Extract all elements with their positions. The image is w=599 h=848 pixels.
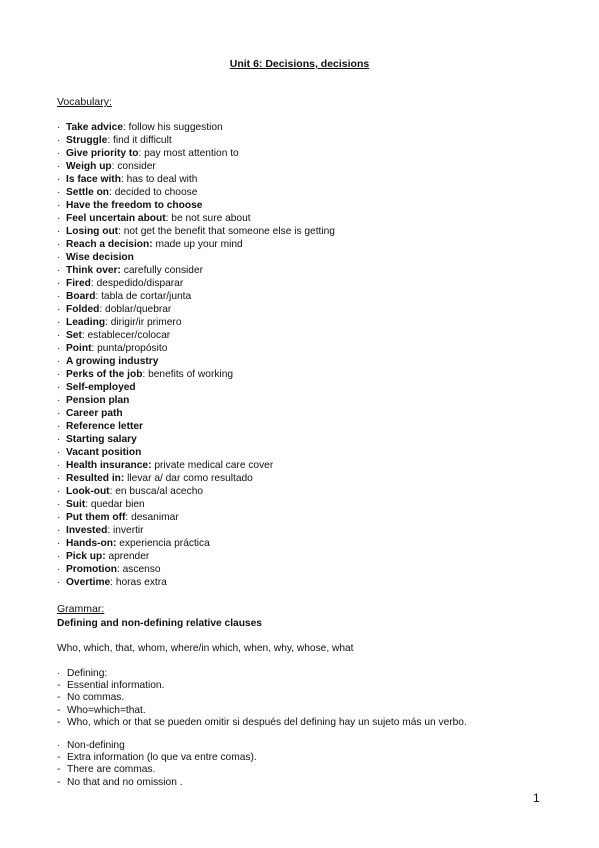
page-title: Unit 6: Decisions, decisions	[229, 58, 370, 70]
vocab-item: · Pension plan	[57, 395, 130, 406]
vocab-item: · Invested: invertir	[57, 525, 144, 536]
vocab-item: · Career path	[57, 408, 123, 419]
vocab-item: · Pick up: aprender	[57, 551, 150, 562]
vocabulary-list	[57, 121, 335, 589]
vocab-item: · Starting salary	[57, 434, 137, 445]
vocab-item: · Resulted in: llevar a/ dar como resultado	[57, 473, 253, 484]
vocab-item: · Look-out: en busca/al acecho	[57, 486, 204, 497]
relative-pronouns-line: Who, which, that, whom, where/in which, when, why, whose, what	[57, 643, 354, 654]
vocab-item: · Suit: quedar bien	[57, 499, 145, 510]
defining-list	[57, 667, 467, 728]
non-defining-list	[57, 739, 257, 788]
vocab-item: · Folded: doblar/quebrar	[57, 304, 172, 315]
vocab-item: · Give priority to: pay most attention to	[57, 148, 239, 159]
vocab-item: · Self-employed	[57, 382, 136, 393]
vocab-item: · Wise decision	[57, 252, 134, 263]
vocab-item: · Weigh up: consider	[57, 161, 156, 172]
vocab-item: · Is face with: has to deal with	[57, 174, 198, 185]
vocab-item: · Promotion: ascenso	[57, 564, 161, 575]
list-item: - Who, which or that se pueden omitir si después del defining hay un sujeto más un verbo.	[57, 716, 467, 728]
vocab-item: · Perks of the job: benefits of working	[57, 369, 234, 380]
vocabulary-heading: Vocabulary:	[57, 96, 112, 108]
vocab-item: · Point: punta/propósito	[57, 343, 168, 354]
page-number: 1	[533, 791, 540, 805]
vocab-item: · Board: tabla de cortar/junta	[57, 291, 192, 302]
vocab-item: · Feel uncertain about: be not sure about	[57, 213, 251, 224]
list-item: - There are commas.	[57, 764, 156, 776]
list-item: · Defining:	[57, 668, 108, 679]
vocab-item: · Have the freedom to choose	[57, 200, 203, 211]
vocab-item: · Vacant position	[57, 447, 142, 458]
vocab-item: · Set: establecer/colocar	[57, 330, 171, 341]
list-item: - Who=which=that.	[57, 704, 146, 716]
vocab-item: · Put them off: desanimar	[57, 512, 179, 523]
vocab-item: · Reference letter	[57, 421, 144, 432]
list-item: - No that and no omission .	[57, 776, 183, 788]
vocab-item: · Fired: despedido/disparar	[57, 278, 184, 289]
vocab-item: · Hands-on: experiencia práctica	[57, 538, 210, 549]
vocab-item: · Losing out: not get the benefit that someone else is getting	[57, 226, 335, 237]
list-item: · Non-defining	[57, 740, 125, 751]
list-item: - Essential information.	[57, 680, 165, 692]
grammar-heading: Grammar:	[57, 603, 105, 615]
grammar-subheading: Defining and non-defining relative clauses	[57, 618, 262, 629]
list-item: - Extra information (lo que va entre comas).	[57, 752, 257, 764]
vocab-item: · Reach a decision: made up your mind	[57, 239, 243, 250]
vocab-item: · Take advice: follow his suggestion	[57, 122, 223, 133]
vocab-item: · Health insurance: private medical care cover	[57, 460, 274, 471]
vocab-item: · Struggle: find it difficult	[57, 135, 172, 146]
vocab-item: · Settle on: decided to choose	[57, 187, 198, 198]
vocab-item: · A growing industry	[57, 356, 159, 367]
list-item: - No commas.	[57, 692, 125, 704]
vocab-item: · Overtime: horas extra	[57, 577, 167, 588]
vocab-item: · Leading: dirigir/ir primero	[57, 317, 182, 328]
vocab-item: · Think over: carefully consider	[57, 265, 204, 276]
